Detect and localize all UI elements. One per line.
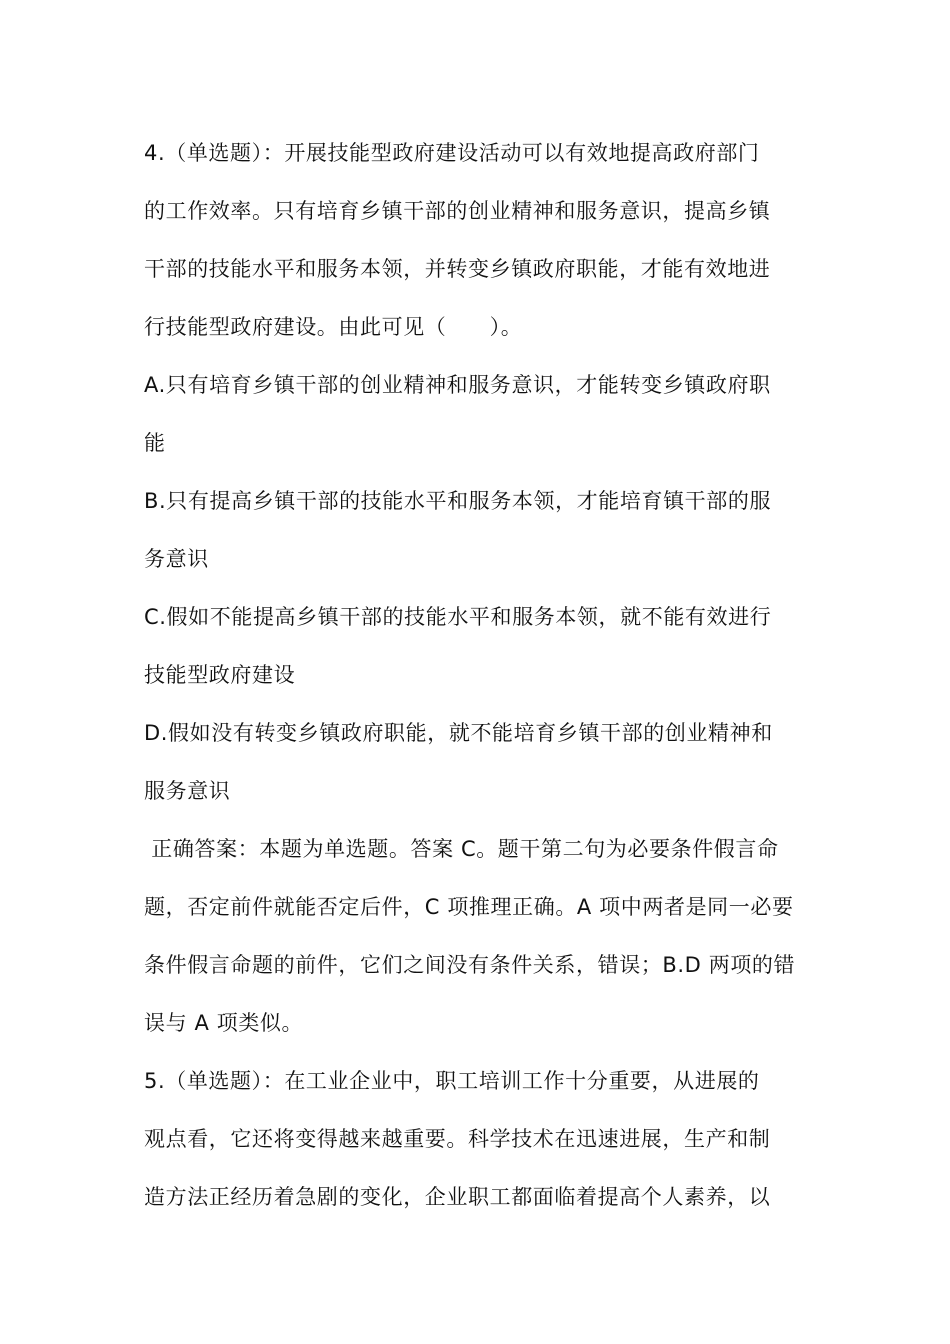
question-5-line-3: 造方法正经历着急剧的变化，企业职工都面临着提高个人素养，以 [144,1185,771,1209]
option-b-line-1: B.只有提高乡镇干部的技能水平和服务本领，才能培育镇干部的服 [144,489,772,513]
question-4-line-3: 干部的技能水平和服务本领，并转变乡镇政府职能，才能有效地进 [144,257,771,281]
option-d-line-2: 服务意识 [144,779,231,803]
question-5-line-1: 5.（单选题）：在工业企业中，职工培训工作十分重要，从进展的 [144,1069,760,1093]
answer-line-3: 条件假言命题的前件，它们之间没有条件关系，错误；B.D 两项的错 [144,953,796,977]
answer-line-1: 正确答案：本题为单选题。答案 C。题干第二句为必要条件假言命 [144,837,779,861]
option-a-line-2: 能 [144,431,166,455]
answer-line-2: 题，否定前件就能否定后件，C 项推理正确。A 项中两者是同一必要 [144,895,794,919]
option-d-line-1: D.假如没有转变乡镇政府职能，就不能培育乡镇干部的创业精神和 [144,721,773,745]
option-a-line-1: A.只有培育乡镇干部的创业精神和服务意识，才能转变乡镇政府职 [144,373,771,397]
question-4-line-4: 行技能型政府建设。由此可见（ ）。 [144,315,523,339]
answer-line-4: 误与 A 项类似。 [144,1011,304,1035]
question-4-line-1: 4.（单选题）：开展技能型政府建设活动可以有效地提高政府部门 [144,141,760,165]
option-b-line-2: 务意识 [144,547,209,571]
question-5-line-2: 观点看，它还将变得越来越重要。科学技术在迅速进展，生产和制 [144,1127,771,1151]
option-c-line-1: C.假如不能提高乡镇干部的技能水平和服务本领，就不能有效进行 [144,605,772,629]
question-4-line-2: 的工作效率。只有培育乡镇干部的创业精神和服务意识，提高乡镇 [144,199,771,223]
option-c-line-2: 技能型政府建设 [144,663,296,687]
document-body [144,127,809,1229]
